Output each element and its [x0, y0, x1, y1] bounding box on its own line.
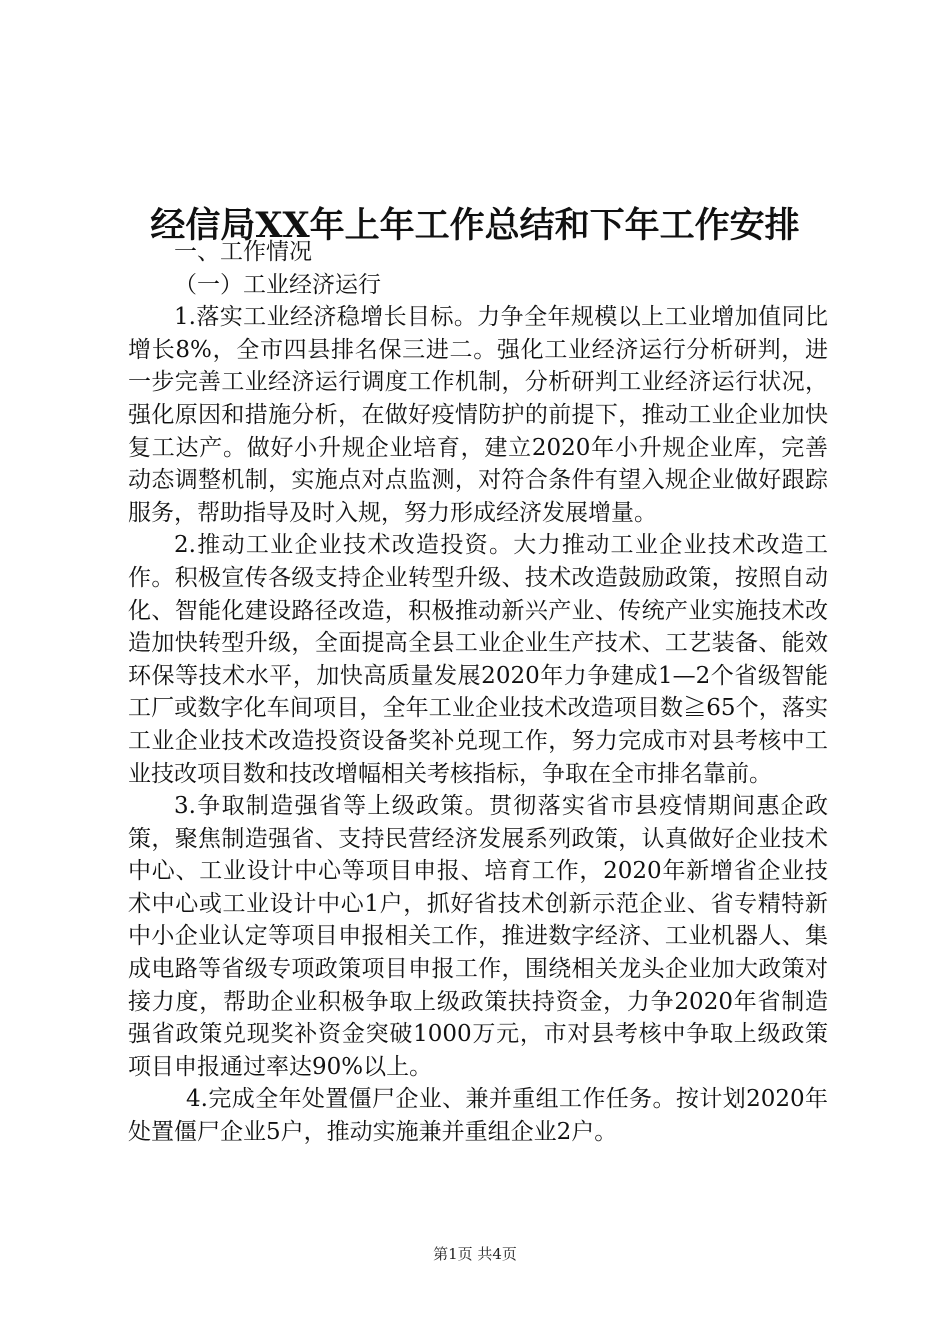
subsection-heading: （一）工业经济运行	[174, 271, 381, 298]
paragraph-2: 2.推动工业企业技术改造投资。大力推动工业企业技术改造工作。积极宣传各级支持企业转型升级、技术改造鼓励政策，按照自动化、智能化建设路径改造，积极推动新兴产业、传统产业实施技术改造加快转型升级，全面提高全县工业企业生产技术、工艺装备、能效环保等技术水平，加快高质量发展2020年力争建成1—2个省级智能工厂或数字化车间项目，全年工业企业技术改造项目数≧65个，落实工业企业技术改造投资设备奖补兑现工作，努力完成市对县考核中工业技改项目数和技改增幅相关考核指标，争取在全市排名靠前。	[128, 532, 828, 787]
paragraph-1: 1.落实工业经济稳增长目标。力争全年规模以上工业增加值同比增长8%，全市四县排名保三进二。强化工业经济运行分析研判，进一步完善工业经济运行调度工作机制，分析研判工业经济运行状况，强化原因和措施分析，在做好疫情防护的前提下，推动工业企业加快复工达产。做好小升规企业培育，建立2020年小升规企业库，完善动态调整机制，实施点对点监测，对符合条件有望入规企业做好跟踪服务，帮助指导及时入规，努力形成经济发展增量。	[128, 304, 828, 526]
document-title: 经信局XX年上年工作总结和下年工作安排	[150, 205, 800, 247]
section-heading: 一、工作情况	[174, 239, 312, 265]
paragraph-3: 3.争取制造强省等上级政策。贯彻落实省市县疫情期间惠企政策，聚焦制造强省、支持民营经济发展系列政策，认真做好企业技术中心、工业设计中心等项目申报、培育工作，2020年新增省企业技术中心或工业设计中心1户，抓好省技术创新示范企业、省专精特新中小企业认定等项目申报相关工作，推进数字经济、工业机器人、集成电路等省级专项政策项目申报工作，围绕相关龙头企业加大政策对接力度，帮助企业积极争取上级政策扶持资金，力争2020年省制造强省政策兑现奖补资金突破1000万元，市对县考核中争取上级政策项目申报通过率达90%以上。	[128, 793, 828, 1080]
page-footer: 第1页 共4页	[433, 1245, 517, 1263]
paragraph-4: 4.完成全年处置僵尸企业、兼并重组工作任务。按计划2020年处置僵尸企业5户，推动实施兼并重组企业2户。	[128, 1086, 828, 1146]
document-body	[128, 236, 828, 1149]
